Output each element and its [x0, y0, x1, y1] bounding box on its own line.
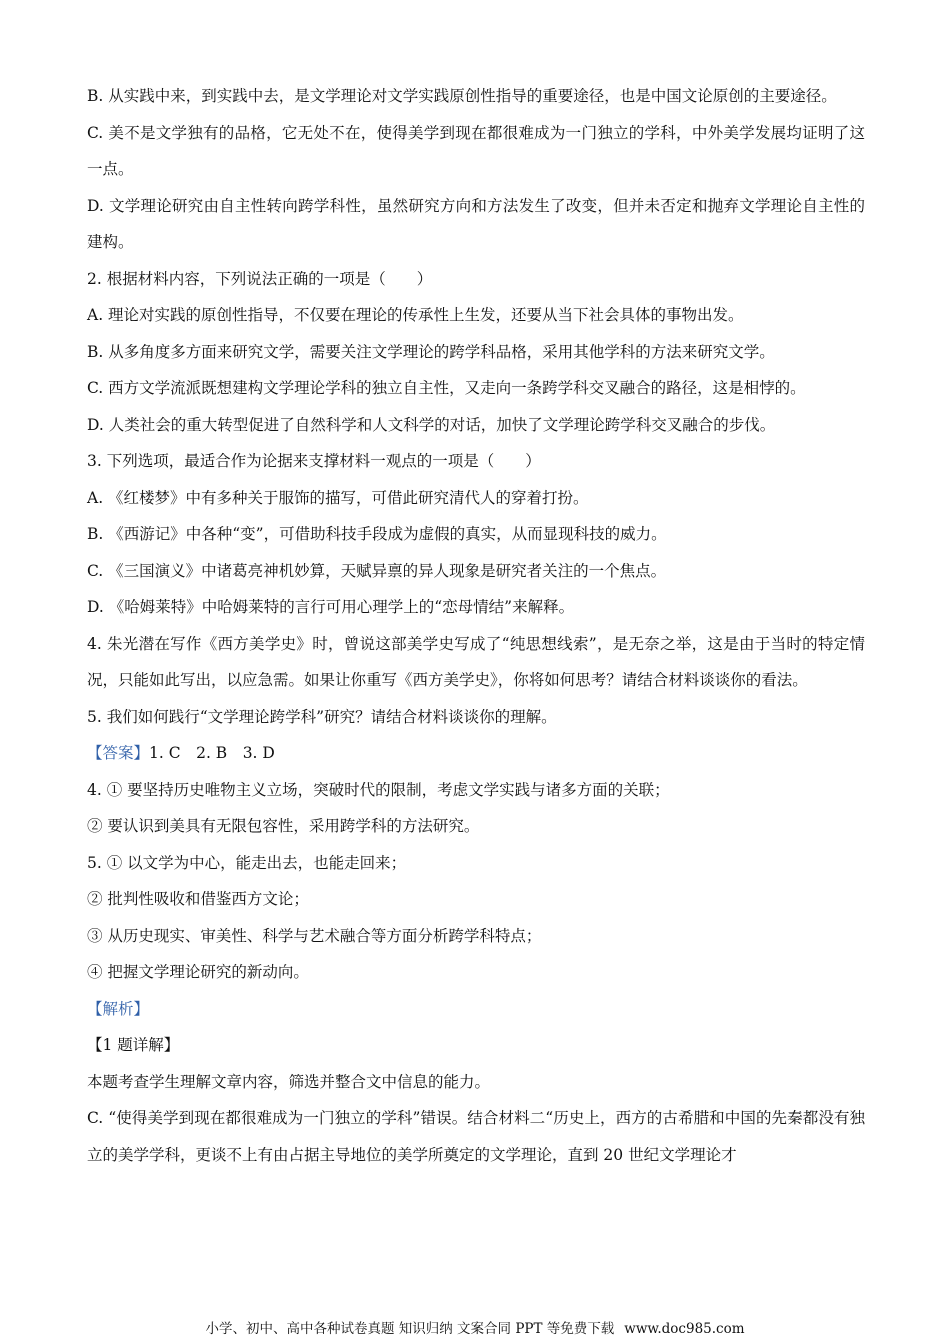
- q1-option-d: D. 文学理论研究由自主性转向跨学科性，虽然研究方向和方法发生了改变，但并未否定和抛弃文学理论自主性的建构。: [87, 196, 865, 251]
- q3-option-b: B. 《西游记》中各种“变”，可借助科技手段成为虚假的真实，从而显现科技的威力。: [87, 525, 667, 543]
- q3-option-d: D. 《哈姆莱特》中哈姆莱特的言行可用心理学上的“恋母情结”来解释。: [87, 598, 575, 616]
- q5-stem: 5. 我们如何践行“文学理论跨学科”研究？请结合材料谈谈你的理解。: [87, 707, 557, 726]
- answer-q5-point-1: 5. ① 以文学为中心，能走出去，也能走回来；: [87, 853, 407, 872]
- q2-option-c: C. 西方文学流派既想建构文学理论学科的独立自主性，又走向一条跨学科交叉融合的路径，这是相悖的。: [87, 379, 806, 397]
- q4-stem: 4. 朱光潜在写作《西方美学史》时，曾说这部美学史写成了“纯思想线索”，是无奈之举，这是由于当时的特定情况，只能如此写出，以应急需。如果让你重写《西方美学史》，你将如何思考？请结合材料谈谈你的看法。: [87, 634, 865, 689]
- analysis-q1-heading: 【1 题详解】: [87, 1036, 180, 1054]
- answer-q5-point-4: ④ 把握文学理论研究的新动向。: [87, 963, 309, 981]
- footer-url[interactable]: www.doc985.com: [624, 1321, 745, 1337]
- q1-option-b: B. 从实践中来，到实践中去，是文学理论对文学实践原创性指导的重要途径，也是中国文论原创的主要途径。: [87, 87, 837, 105]
- footer-text: 小学、初中、高中各种试卷真题 知识归纳 文案合同 PPT 等免费下载: [205, 1321, 615, 1337]
- answer-q5-point-3: ③ 从历史现实、审美性、科学与艺术融合等方面分析跨学科特点；: [87, 926, 542, 945]
- answer-line: [87, 735, 865, 772]
- answer-tag: 【答案】: [87, 744, 150, 762]
- page-content: [87, 78, 865, 1173]
- answer-q4-point-1: 4. ① 要坚持历史唯物主义立场，突破时代的限制，考虑文学实践与诸多方面的关联；: [87, 780, 670, 799]
- answer-q5-point-2: ② 批判性吸收和借鉴西方文论；: [87, 890, 309, 908]
- analysis-tag: 【解析】: [87, 999, 150, 1018]
- q2-option-d: D. 人类社会的重大转型促进了自然科学和人文科学的对话，加快了文学理论跨学科交叉融合的步伐。: [87, 415, 776, 434]
- page-footer: [0, 1320, 950, 1338]
- analysis-q1-intro: 本题考查学生理解文章内容，筛选并整合文中信息的能力。: [87, 1072, 491, 1091]
- q3-stem: 3. 下列选项，最适合作为论据来支撑材料一观点的一项是（ ）: [87, 452, 541, 470]
- q1-option-c: C. 美不是文学独有的品格，它无处不在，使得美学到现在都很难成为一门独立的学科，中外美学发展均证明了这一点。: [87, 123, 865, 178]
- answer-text: 1. C 2. B 3. D: [149, 744, 275, 762]
- q3-option-c: C. 《三国演义》中诸葛亮神机妙算，天赋异禀的异人现象是研究者关注的一个焦点。: [87, 561, 667, 580]
- q2-stem: 2. 根据材料内容，下列说法正确的一项是（ ）: [87, 269, 433, 288]
- analysis-q1-option-c: C. “使得美学到现在都很难成为一门独立的学科”错误。结合材料二“历史上，西方的古希腊和中国的先秦都没有独立的美学学科，更谈不上有由占据主导地位的美学所奠定的文学理论，直到 20 世纪文学理论才: [87, 1109, 865, 1164]
- answer-q4-point-2: ② 要认识到美具有无限包容性，采用跨学科的方法研究。: [87, 817, 480, 835]
- q2-option-a: A. 理论对实践的原创性指导，不仅要在理论的传承性上生发，还要从当下社会具体的事物出发。: [87, 306, 744, 324]
- q3-option-a: A. 《红楼梦》中有多种关于服饰的描写，可借此研究清代人的穿着打扮。: [87, 488, 589, 507]
- q2-option-b: B. 从多角度多方面来研究文学，需要关注文学理论的跨学科品格，采用其他学科的方法来研究文学。: [87, 342, 775, 361]
